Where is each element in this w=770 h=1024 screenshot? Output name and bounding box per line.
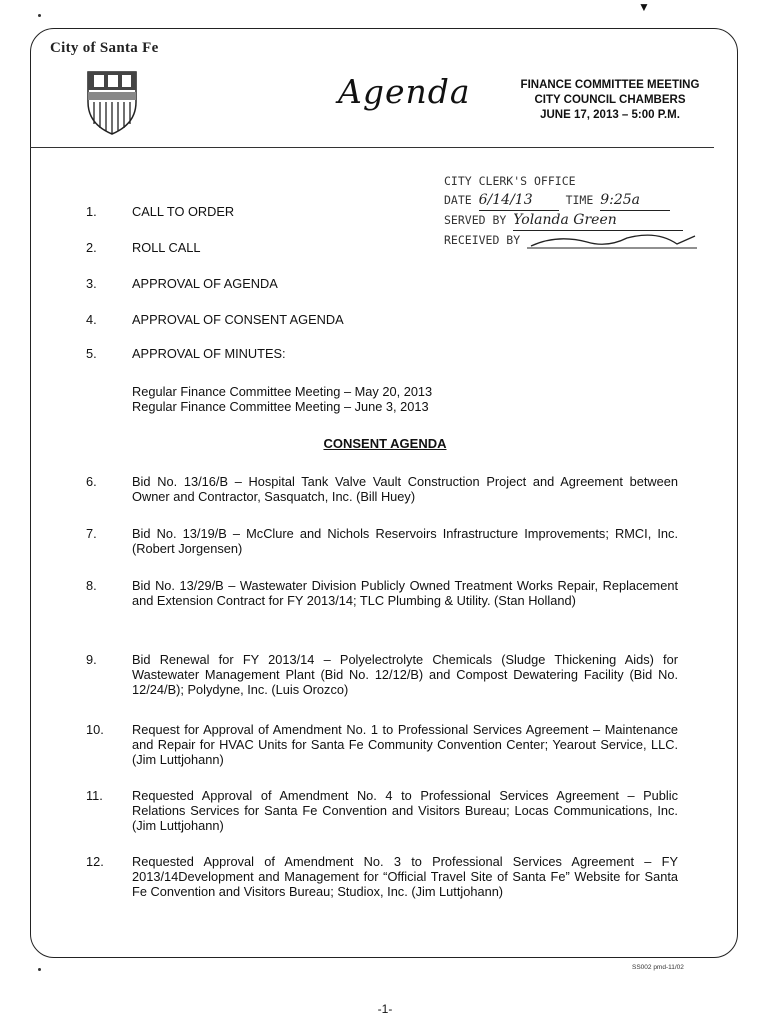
item-text: Requested Approval of Amendment No. 3 to Professional Services Agreement – FY 2013/14Development and Management for “Official Travel Site of Santa Fe” Website for Santa Fe Convention and Visitors Bureau; Studiox, Inc. (Jim Luttjohann) [132,854,678,899]
corner-arrow-icon: ▼ [638,0,650,14]
item-number: 1. [86,204,97,219]
meeting-name: FINANCE COMMITTEE MEETING [520,79,700,91]
city-title: City of Santa Fe [50,40,159,56]
stamp-time-label: TIME [565,193,594,207]
scan-speck [38,14,41,17]
item-text: Requested Approval of Amendment No. 4 to Professional Services Agreement – Public Relations Services for Santa Fe Convention and Visitors Bureau; Locas Communications, Inc. (Jim Luttjohann) [132,788,678,833]
item-number: 3. [86,276,97,291]
city-seal-icon [84,66,140,136]
item-number: 8. [86,578,97,593]
item-number: 7. [86,526,97,541]
stamp-office: CITY CLERK'S OFFICE [444,174,576,188]
meeting-info [494,78,726,123]
header-divider [30,147,714,148]
item-text: ROLL CALL [132,240,201,255]
item-text: Request for Approval of Amendment No. 1 to Professional Services Agreement – Maintenance and Repair for HVAC Units for Santa Fe Community Convention Center; Yearout Service, LLC. (Jim Luttjohann) [132,722,678,767]
item-text: Bid No. 13/16/B – Hospital Tank Valve Vault Construction Project and Agreement between Owner and Contractor, Sasquatch, Inc. (Bill Huey) [132,474,678,504]
stamp-received-label: RECEIVED BY [444,233,521,247]
item-number: 5. [86,346,97,361]
item-text: APPROVAL OF MINUTES: [132,346,286,361]
minutes-entry: Regular Finance Committee Meeting – May 20, 2013 [132,384,433,399]
item-number: 10. [86,722,104,737]
minutes-entry: Regular Finance Committee Meeting – June 3, 2013 [132,399,429,414]
item-text: Bid Renewal for FY 2013/14 – Polyelectrolyte Chemicals (Sludge Thickening Aids) for Wastewater Management Plant (Bid No. 12/12/B) and Compost Dewatering Facility (Bid No. 12/24/B); Polydyne, Inc. (Luis Orozco) [132,652,678,697]
item-number: 6. [86,474,97,489]
meeting-datetime: JUNE 17, 2013 – 5:00 P.M. [540,109,680,121]
item-text: Bid No. 13/19/B – McClure and Nichols Reservoirs Infrastructure Improvements; RMCI, Inc. (Robert Jorgensen) [132,526,678,556]
scan-speck [38,968,41,971]
item-number: 2. [86,240,97,255]
stamp-date-value: 6/14/13 [479,191,559,211]
agenda-title: Agenda [338,72,471,111]
consent-agenda-heading: CONSENT AGENDA [323,436,447,451]
stamp-served-signature: Yolanda Green [513,211,683,231]
form-code: SS002 pmd-11/02 [632,964,684,971]
stamp-date-label: DATE [444,193,472,207]
item-text: Bid No. 13/29/B – Wastewater Division Publicly Owned Treatment Works Repair, Replacement and Extension Contract for FY 2013/14; TLC Plumbing & Utility. (Stan Holland) [132,578,678,608]
item-number: 9. [86,652,97,667]
stamp-time-value: 9:25a [600,191,670,211]
item-number: 11. [86,788,103,803]
meeting-location: CITY COUNCIL CHAMBERS [534,94,686,106]
stamp-served-label: SERVED BY [444,213,507,227]
item-text: CALL TO ORDER [132,204,235,219]
page-number: -1- [377,1002,393,1016]
item-number: 4. [86,312,97,327]
item-text: APPROVAL OF AGENDA [132,276,278,291]
item-text: APPROVAL OF CONSENT AGENDA [132,312,344,327]
item-number: 12. [86,854,104,869]
